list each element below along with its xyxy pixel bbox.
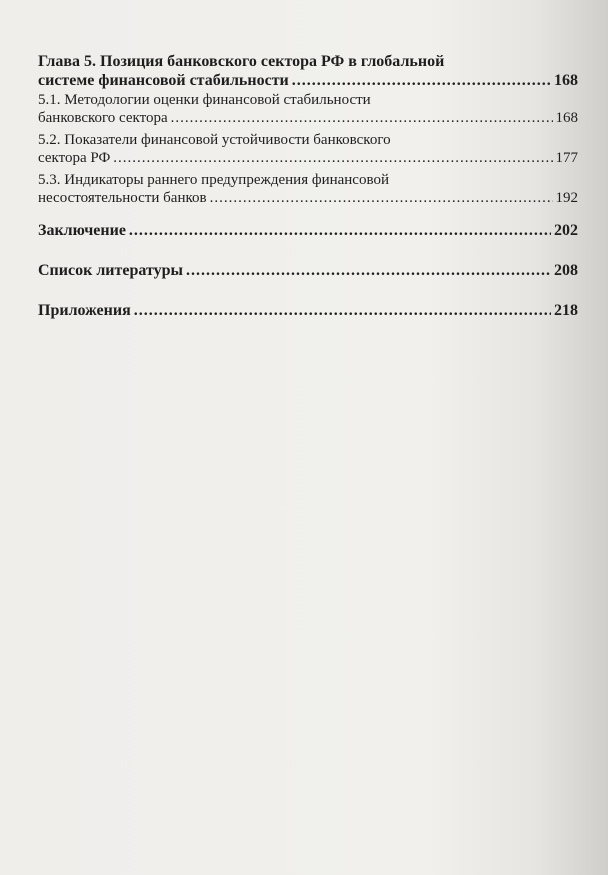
dot-leader: [210, 189, 553, 207]
major-title: Список литературы: [38, 262, 183, 279]
section-page-number: 168: [555, 110, 578, 126]
toc-appendices: [38, 301, 578, 320]
toc-references: [38, 261, 578, 280]
major-page-number: 208: [554, 262, 578, 279]
major-title: Заключение: [38, 222, 126, 239]
chapter-title-line1: Глава 5. Позиция банковского сектора РФ в глобальной: [38, 53, 445, 70]
section-title-line2: несостоятельности банков: [38, 190, 207, 206]
chapter-title-line2: системе финансовой стабильности: [38, 72, 289, 89]
table-of-contents: [38, 52, 578, 320]
section-title-line1: 5.3. Индикаторы раннего предупреждения финансовой: [38, 172, 389, 188]
section-title-line1: 5.2. Показатели финансовой устойчивости банковского: [38, 132, 391, 148]
toc-section-5-1: [38, 91, 578, 127]
section-page-number: 177: [555, 150, 578, 166]
section-title-line2: банковского сектора: [38, 110, 168, 126]
dot-leader: [186, 261, 551, 280]
major-page-number: 202: [554, 222, 578, 239]
major-title: Приложения: [38, 302, 131, 319]
section-page-number: 192: [555, 190, 578, 206]
toc-section-5-3: [38, 171, 578, 207]
toc-section-5-2: [38, 131, 578, 167]
toc-chapter-5: [38, 52, 578, 90]
chapter-page-number: 168: [554, 72, 578, 89]
section-title-line2: сектора РФ: [38, 150, 111, 166]
dot-leader: [113, 149, 552, 167]
toc-conclusion: [38, 221, 578, 240]
dot-leader: [134, 301, 551, 320]
dot-leader: [292, 71, 551, 90]
major-page-number: 218: [554, 302, 578, 319]
dot-leader: [171, 109, 553, 127]
section-title-line1: 5.1. Методологии оценки финансовой стабильности: [38, 92, 371, 108]
dot-leader: [129, 221, 551, 240]
